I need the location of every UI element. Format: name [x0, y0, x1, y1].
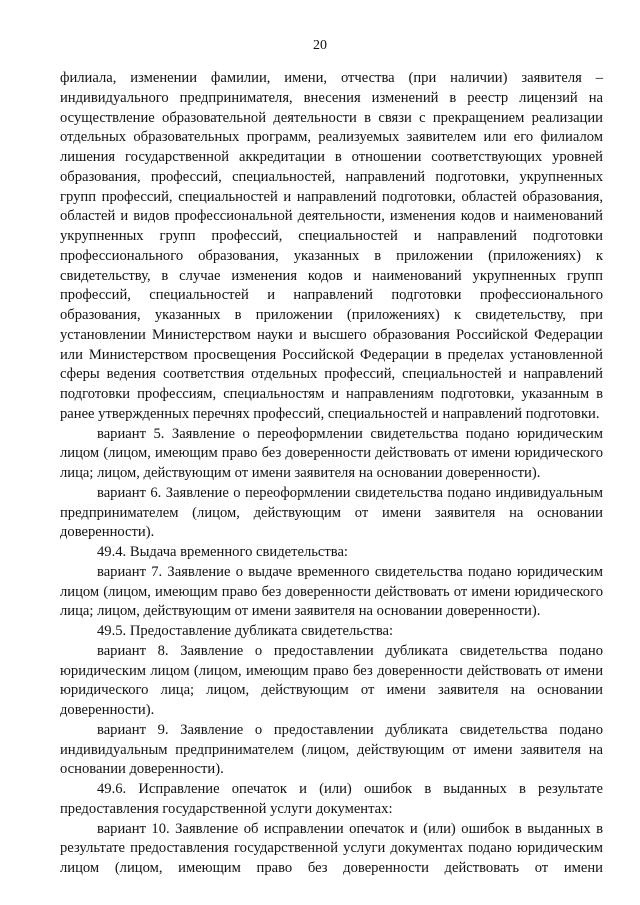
paragraph-variant-9: вариант 9. Заявление о предоставлении дубликата свидетельства подано индивидуальным предпринимателем (лицом, действующим от имени заявителя на основании доверенности).: [60, 721, 603, 778]
document-body: [60, 69, 603, 879]
paragraph-license-changes: филиала, изменении фамилии, имени, отчества (при наличии) заявителя – индивидуального предпринимателя, внесения изменений в реестр лицензий на осуществление образовательной деятельности в связи с прекращением реализации отдельных образовательных программ, реализуемых заявителем или его филиалом лишения государственной аккредитации в отношении соответствующих уровней образования, профессий, специальностей, направлений подготовки, укрупненных групп профессий, специальностей и направлений подготовки, областей образования, областей и видов профессиональной деятельности, изменения кодов и наименований укрупненных групп профессий, специальностей и направлений подготовки профессионального образования, указанных в приложении (приложениях) к свидетельству, в случае изменения кодов и наименований укрупненных групп профессий, специальностей и направлений подготовки профессионального образования, указанных в приложении (приложениях) к свидетельству, при установлении Министерством науки и высшего образования Российской Федерации или Министерством просвещения Российской Федерации в пределах установленной сферы ведения соответствия отдельных профессий, специальностей и направлений подготовки профессиям, специальностям и направлениям подготовки, указанным в ранее утвержденных перечнях профессий, специальностей и направлений подготовки.: [60, 70, 603, 422]
heading-49-5: 49.5. Предоставление дубликата свидетельства:: [97, 623, 394, 639]
heading-49-4: 49.4. Выдача временного свидетельства:: [97, 544, 348, 560]
paragraph-variant-6: вариант 6. Заявление о переоформлении свидетельства подано индивидуальным предпринимателем (лицом, действующим от имени заявителя на основании доверенности).: [60, 484, 603, 541]
paragraph-variant-7: вариант 7. Заявление о выдаче временного свидетельства подано юридическим лицом (лицом, имеющим право без доверенности действовать от имени юридического лица; лицом, действующим от имени заявителя на основании доверенности).: [60, 563, 603, 620]
heading-49-6: 49.6. Исправление опечаток и (или) ошибок в выданных в результате предоставления государственной услуги документах:: [60, 781, 603, 817]
paragraph-variant-5: вариант 5. Заявление о переоформлении свидетельства подано юридическим лицом (лицом, имеющим право без доверенности действовать от имени юридического лица; лицом, действующим от имени заявителя на основании доверенности).: [60, 425, 603, 481]
paragraph-variant-8: вариант 8. Заявление о предоставлении дубликата свидетельства подано юридическим лицом (лицом, имеющим право без доверенности действовать от имени юридического лица; лицом, действующим от имени заявителя на основании доверенности).: [60, 642, 603, 718]
page-number: 20: [313, 38, 327, 53]
paragraph-variant-10: вариант 10. Заявление об исправлении опечаток и (или) ошибок в выданных в результате предоставления государственной услуги документах подано юридическим лицом (лицом, имеющим право без доверенности действовать от имени: [60, 820, 603, 876]
